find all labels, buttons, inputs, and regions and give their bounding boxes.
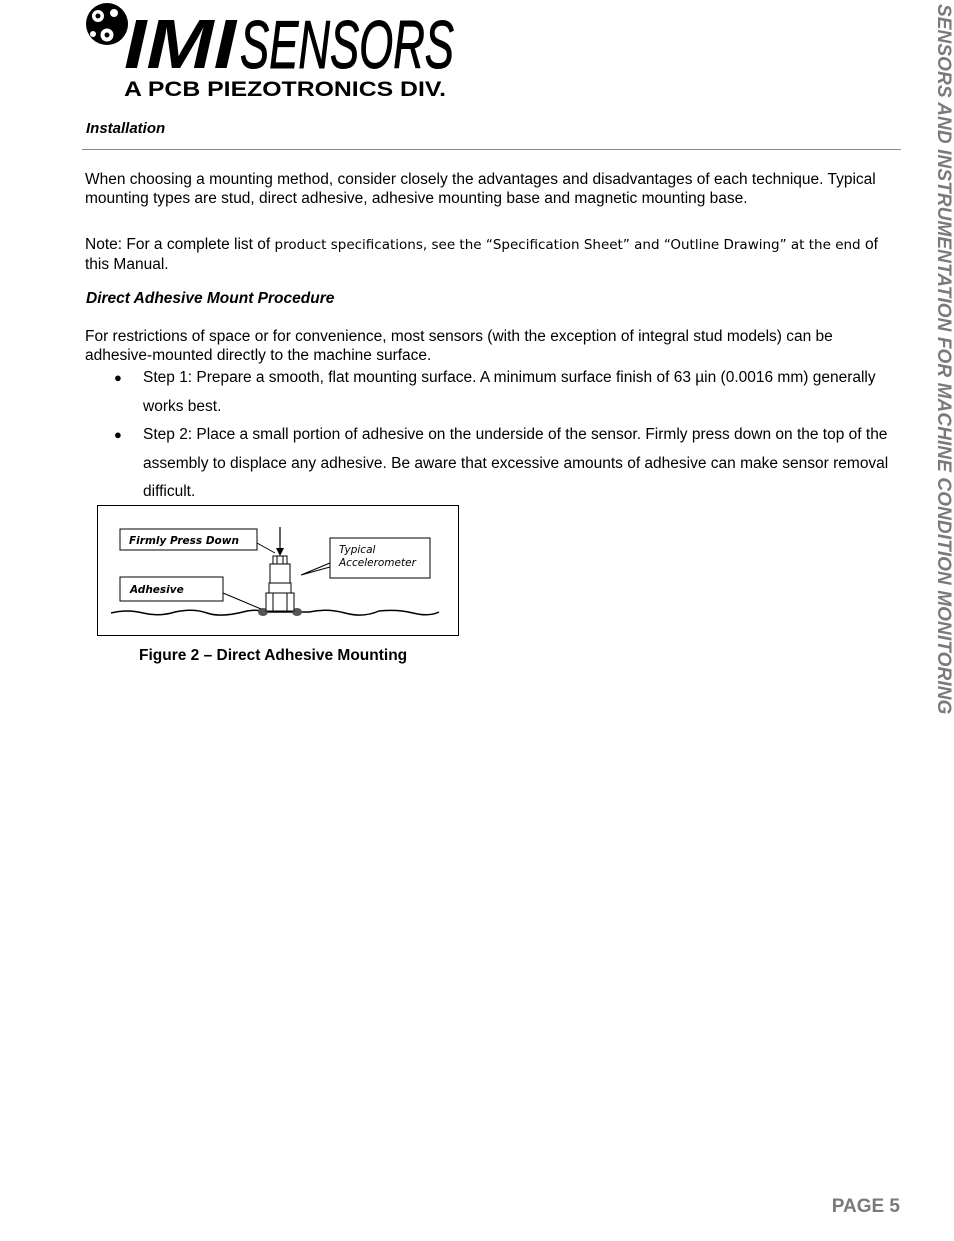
bullet-icon: ● <box>114 370 122 385</box>
callout-adhesive-label: Adhesive <box>130 584 184 596</box>
imi-sensors-logo <box>84 2 459 100</box>
accelerometer-icon <box>266 556 294 611</box>
step-1-text: Step 1: Prepare a smooth, flat mounting surface. A minimum surface finish of 63 µin (0.0016 mm) generally works best. <box>143 369 876 415</box>
header-divider <box>82 149 901 150</box>
figure-caption: Figure 2 – Direct Adhesive Mounting <box>139 647 408 664</box>
list-item <box>85 421 900 507</box>
list-item <box>85 364 900 421</box>
procedure-heading: Direct Adhesive Mount Procedure <box>86 290 335 307</box>
logo-sensors: SENSORS <box>240 7 454 83</box>
note-end: of this Manual. <box>85 236 878 273</box>
side-banner: SENSORS AND INSTRUMENTATION FOR MACHINE CONDITION MONITORING <box>933 4 954 715</box>
step-2-text: Step 2: Place a small portion of adhesive on the underside of the sensor. Firmly press down on the top of the assembly to displace any adhesive. Be aware that excessive amounts of adhesive can make sensor removal difficult. <box>143 426 889 500</box>
callout-accelerometer-label: Accelerometer <box>339 557 416 569</box>
callout-typical-label: Typical <box>339 544 376 556</box>
section-title: Installation <box>86 120 166 137</box>
intro-paragraph: When choosing a mounting method, consider closely the advantages and disadvantages of each technique. Typical mounting types are stud, direct adhesive, adhesive mounting base and magnetic mounting base. <box>85 171 876 207</box>
page-number: PAGE 5 <box>831 1196 900 1217</box>
gear-icon <box>86 3 128 45</box>
note-rest: product specifications, see the “Specification Sheet” and “Outline Drawing” at the end <box>270 237 861 253</box>
callout-press-label: Firmly Press Down <box>129 535 239 547</box>
procedure-paragraph: For restrictions of space or for convenience, most sensors (with the exception of integral stud models) can be adhesive-mounted directly to the machine surface. <box>85 328 833 364</box>
logo-division: A PCB PIEZOTRONICS DIV. <box>124 78 446 101</box>
bullet-icon: ● <box>114 427 122 442</box>
steps-list <box>85 364 900 507</box>
note-start: Note: For a complete list of <box>85 236 271 253</box>
adhesive-mounting-figure <box>97 505 459 636</box>
note-paragraph <box>85 235 900 274</box>
logo-imi: IMI <box>124 5 238 83</box>
